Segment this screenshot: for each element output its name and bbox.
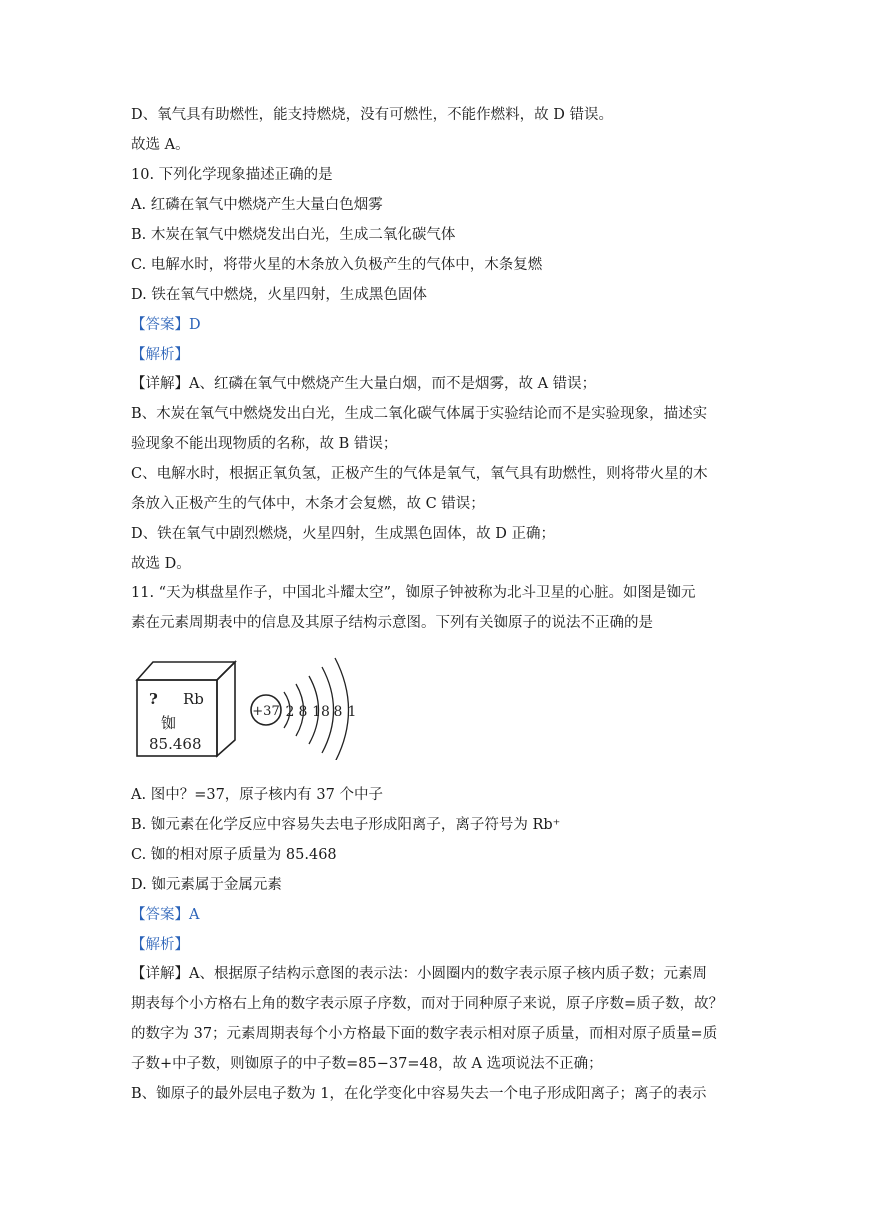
explanation-line: D、铁在氧气中剧烈燃烧，火星四射，生成黑色固体，故 D 正确；	[131, 526, 555, 542]
shell-electrons: 2	[285, 704, 295, 720]
text-line: 故选 A。	[131, 137, 190, 153]
nucleus-charge: +37	[252, 704, 280, 719]
shell-electrons: 18	[312, 704, 330, 720]
explanation-line: 条放入正极产生的气体中，木条才会复燃，故 C 错误；	[131, 496, 485, 512]
atomic-number-unknown: ?	[149, 690, 158, 708]
explanation-line: 的数字为 37；元素周期表每个小方格最下面的数字表示相对原子质量，而相对原子质量=质	[131, 1026, 718, 1042]
option-d: D. 铷元素属于金属元素	[131, 877, 282, 893]
explanation-line: C、电解水时，根据正氧负氢，正极产生的气体是氧气，氧气具有助燃性，则将带火星的木	[131, 466, 708, 482]
option-b: B. 铷元素在化学反应中容易失去电子形成阳离子，离子符号为 Rb⁺	[131, 817, 561, 833]
shell-electrons: 8	[333, 704, 343, 720]
text-line: D、氧气具有助燃性，能支持燃烧，没有可燃性，不能作燃料，故 D 错误。	[131, 107, 613, 123]
answer-label: 【答案】D	[131, 317, 201, 333]
explanation-line: 【详解】A、红磷在氧气中燃烧产生大量白烟，而不是烟雾，故 A 错误；	[131, 376, 597, 392]
option-c: C. 铷的相对原子质量为 85.468	[131, 847, 337, 863]
analysis-label: 【解析】	[131, 937, 189, 953]
question-11-stem: 素在元素周期表中的信息及其原子结构示意图。下列有关铷原子的说法不正确的是	[131, 615, 653, 631]
explanation-line: 故选 D。	[131, 556, 191, 572]
explanation-line: B、铷原子的最外层电子数为 1，在化学变化中容易失去一个电子形成阳离子；离子的表示	[131, 1086, 707, 1102]
option-b: B. 木炭在氧气中燃烧发出白光，生成二氧化碳气体	[131, 227, 456, 243]
element-name: 铷	[161, 714, 177, 732]
option-a: A. 红磷在氧气中燃烧产生大量白色烟雾	[131, 197, 383, 213]
explanation-line: 期表每个小方格右上角的数字表示原子序数，而对于同种原子来说，原子序数=质子数，故？	[131, 996, 724, 1012]
option-d: D. 铁在氧气中燃烧，火星四射，生成黑色固体	[131, 287, 427, 303]
explanation-line: B、木炭在氧气中燃烧发出白光，生成二氧化碳气体属于实验结论而不是实验现象，描述实	[131, 406, 708, 422]
question-10-stem: 10. 下列化学现象描述正确的是	[131, 167, 333, 183]
rubidium-diagram	[131, 640, 371, 760]
explanation-line: 子数+中子数，则铷原子的中子数=85−37=48，故 A 选项说法不正确；	[131, 1056, 603, 1072]
rubidium-figure	[131, 640, 371, 760]
answer-label: 【答案】A	[131, 907, 200, 923]
option-a: A. 图中？=37，原子核内有 37 个中子	[131, 787, 383, 803]
analysis-label: 【解析】	[131, 347, 189, 363]
explanation-line: 验现象不能出现物质的名称，故 B 错误；	[131, 436, 398, 452]
shell-electrons: 1	[347, 704, 357, 720]
option-c: C. 电解水时，将带火星的木条放入负极产生的气体中，木条复燃	[131, 257, 543, 273]
question-11-stem: 11. “天为棋盘星作子，中国北斗耀太空”，铷原子钟被称为北斗卫星的心脏。如图是铷元	[131, 585, 696, 601]
atomic-mass: 85.468	[149, 735, 202, 753]
element-symbol: Rb	[183, 690, 204, 708]
explanation-line: 【详解】A、根据原子结构示意图的表示法：小圆圈内的数字表示原子核内质子数；元素周	[131, 966, 707, 982]
shell-electrons: 8	[298, 704, 308, 720]
